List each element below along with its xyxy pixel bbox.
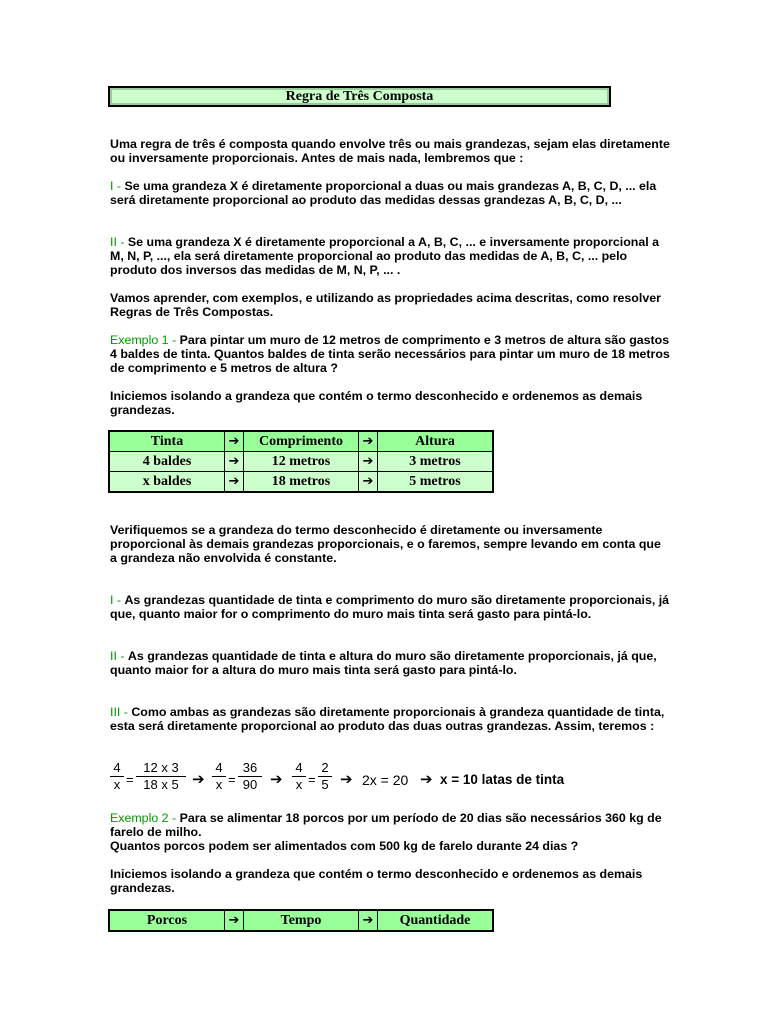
example-1-label: Exemplo 1 - — [110, 333, 180, 347]
header-cell: Comprimento — [244, 431, 359, 452]
fraction — [136, 760, 186, 793]
table-1 — [108, 430, 494, 493]
example-1-text: Para pintar um muro de 12 metros de comprimento e 3 metros de altura são gastos 4 baldes de tinta. Quantos baldes de tinta serão necessários para pintar um muro de 18 metros de comprimento e 5 metros de altura ? — [110, 333, 670, 375]
isolate-paragraph-1: Iniciemos isolando a grandeza que contém o termo desconhecido e ordenemos as demais grandezas. — [110, 389, 643, 417]
header-cell: Altura — [378, 431, 494, 452]
step-1 — [110, 593, 670, 621]
arrow-icon: ➔ — [420, 770, 433, 788]
arrow-icon: ➔ — [270, 770, 283, 788]
numerator: 2 — [318, 760, 332, 777]
example-2-label: Exemplo 2 - — [110, 811, 180, 825]
step-1-text: As grandezas quantidade de tinta e comprimento do muro são diretamente proporcionais, já que, quanto maior for o comprimento do muro mais tinta será gasto para pintá-lo. — [110, 593, 670, 621]
arrow-icon: ➔ — [359, 910, 378, 931]
numerator: 4 — [212, 760, 226, 777]
numerator: 36 — [238, 760, 262, 777]
isolate-paragraph-2: Iniciemos isolando a grandeza que contém o termo desconhecido e ordenemos as demais grandezas. — [110, 867, 643, 895]
step-3-text: Como ambas as grandezas são diretamente proporcionais à grandeza quantidade de tinta, esta será diretamente proporcional ao produto das duas outras grandezas. Assim, teremos : — [110, 705, 665, 733]
table-cell: 12 metros — [244, 452, 359, 472]
header-cell: Quantidade — [378, 910, 494, 931]
denominator: 5 — [321, 777, 329, 792]
table-row — [109, 472, 493, 493]
rule-1 — [110, 179, 670, 207]
equals-sign: = — [126, 772, 134, 787]
denominator: x — [295, 777, 303, 792]
title-box — [108, 86, 611, 107]
step-3-label: III - — [110, 705, 132, 719]
denominator: 18 x 5 — [143, 777, 179, 792]
result: x = 10 latas de tinta — [440, 772, 565, 787]
verify-paragraph: Verifiquemos se a grandeza do termo desconhecido é diretamente ou inversamente proporcional às demais grandezas proporcionais, e o faremos, sempre levando em conta que a grandeza não envolvida é constante. — [110, 523, 661, 565]
rule-2-label: II - — [110, 235, 128, 249]
learn-paragraph: Vamos aprender, com exemplos, e utilizando as propriedades acima descritas, como resolver Regras de Três Compostas. — [110, 291, 661, 319]
arrow-icon: ➔ — [225, 431, 244, 452]
table-cell: x baldes — [109, 472, 225, 493]
rule-1-label: I - — [110, 179, 125, 193]
rule-2 — [110, 235, 670, 277]
example-1 — [110, 333, 670, 375]
arrow-icon: ➔ — [359, 452, 378, 472]
step-2-label: II - — [110, 649, 128, 663]
equals-sign: = — [228, 772, 236, 787]
equation-2x: 2x = 20 — [362, 772, 409, 788]
denominator: x — [215, 777, 223, 792]
step-2 — [110, 649, 670, 677]
step-1-label: I - — [110, 593, 125, 607]
intro-paragraph: Uma regra de três é composta quando envolve três ou mais grandezas, sejam elas diretamente ou inversamente proporcionais. Antes de mais nada, lembremos que : — [110, 137, 670, 165]
table-cell: 4 baldes — [109, 452, 225, 472]
equals-sign: = — [308, 772, 316, 787]
arrow-icon: ➔ — [225, 910, 244, 931]
header-cell: Tempo — [244, 910, 359, 931]
fraction — [110, 760, 124, 793]
rule-2-text: Se uma grandeza X é diretamente proporcional a A, B, C, ... e inversamente proporcional a M, N, P, ..., ela será diretamente proporcional ao produto das medidas de A, B, C, ... pelo produto dos inversos das medidas de M, N, P, ... . — [110, 235, 660, 277]
page-title: Regra de Três Composta — [285, 89, 434, 104]
table-cell: 18 metros — [244, 472, 359, 493]
arrow-icon: ➔ — [225, 452, 244, 472]
arrow-icon: ➔ — [359, 472, 378, 493]
header-cell: Porcos — [109, 910, 225, 931]
fraction — [318, 760, 332, 793]
table-2-header-row — [109, 910, 493, 931]
fraction — [292, 760, 306, 793]
step-2-text: As grandezas quantidade de tinta e altura do muro são diretamente proporcionais, já que, quanto maior for a altura do muro mais tinta será gasto para pintá-lo. — [110, 649, 657, 677]
arrow-icon: ➔ — [340, 770, 353, 788]
step-3 — [110, 705, 670, 733]
table-cell: 3 metros — [378, 452, 494, 472]
table-1-header-row — [109, 431, 493, 452]
denominator: 90 — [242, 777, 258, 792]
denominator: x — [113, 777, 121, 792]
fraction — [238, 760, 262, 793]
arrow-icon: ➔ — [359, 431, 378, 452]
numerator: 4 — [110, 760, 124, 777]
numerator: 12 x 3 — [136, 760, 186, 777]
table-2 — [108, 909, 494, 932]
example-2-text: Para se alimentar 18 porcos por um período de 20 dias são necessários 360 kg de farelo de milho. — [110, 811, 662, 839]
example-2 — [110, 811, 670, 853]
numerator: 4 — [292, 760, 306, 777]
arrow-icon: ➔ — [225, 472, 244, 493]
example-2-question: Quantos porcos podem ser alimentados com 500 kg de farelo durante 24 dias ? — [110, 839, 579, 853]
header-cell: Tinta — [109, 431, 225, 452]
fraction — [212, 760, 226, 793]
rule-1-text: Se uma grandeza X é diretamente proporcional a duas ou mais grandezas A, B, C, D, ... ela será diretamente proporcional ao produto das medidas dessas grandezas A, B, C, D, ... — [110, 179, 657, 207]
formula — [110, 760, 670, 800]
table-cell: 5 metros — [378, 472, 494, 493]
arrow-icon: ➔ — [192, 770, 205, 788]
table-row — [109, 452, 493, 472]
